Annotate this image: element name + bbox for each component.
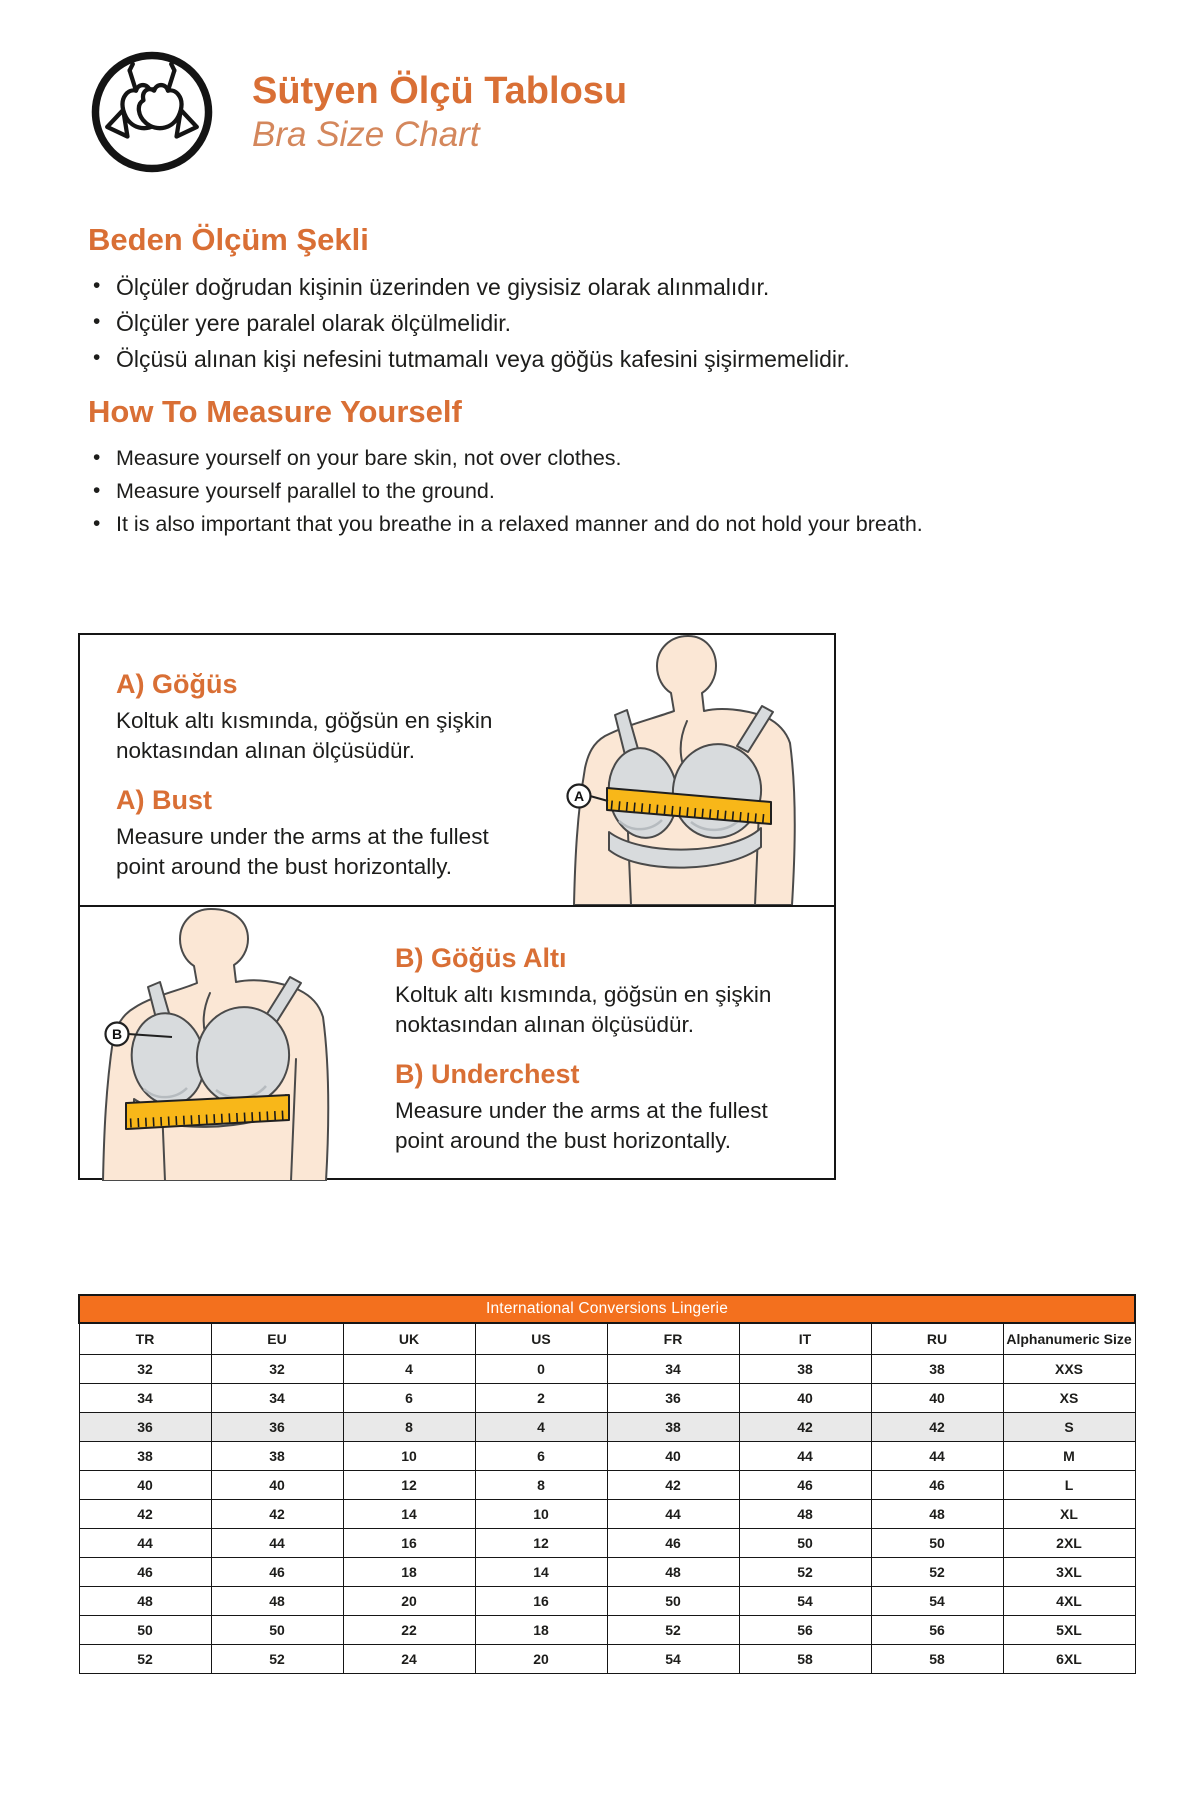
table-body: [79, 1355, 1135, 1674]
table-row: [79, 1471, 1135, 1500]
table-cell: 22: [343, 1616, 475, 1645]
underchest-measure-illustration: [100, 907, 340, 1181]
table-cell: 36: [79, 1413, 211, 1442]
table-cell: 3XL: [1003, 1558, 1135, 1587]
table-row: [79, 1529, 1135, 1558]
table-cell: XXS: [1003, 1355, 1135, 1384]
table-column-header: TR: [79, 1323, 211, 1355]
table-column-header: FR: [607, 1323, 739, 1355]
table-column-header: RU: [871, 1323, 1003, 1355]
bust-body-tr: Koltuk altı kısmında, göğsün en şişkin noktasından alınan ölçüsüdür.: [116, 708, 493, 763]
table-cell: 4: [475, 1413, 607, 1442]
table-cell: 8: [343, 1413, 475, 1442]
table-cell: 42: [79, 1500, 211, 1529]
table-cell: 32: [211, 1355, 343, 1384]
table-cell: 12: [343, 1471, 475, 1500]
bra-logo: [88, 48, 216, 176]
table-cell: 36: [607, 1384, 739, 1413]
table-cell: 6: [475, 1442, 607, 1471]
table-cell: 42: [607, 1471, 739, 1500]
table-cell: 46: [79, 1558, 211, 1587]
bullet-item: • Ölçüsü alınan kişi nefesini tutmamalı veya göğüs kafesini şişirmemelidir.: [116, 345, 1148, 374]
table-cell: 18: [475, 1616, 607, 1645]
table-cell: 34: [607, 1355, 739, 1384]
table-cell: 32: [79, 1355, 211, 1384]
table-cell: 42: [871, 1413, 1003, 1442]
table-title-row: [79, 1295, 1135, 1323]
table-cell: 44: [211, 1529, 343, 1558]
table-cell: 38: [79, 1442, 211, 1471]
table-row: [79, 1413, 1135, 1442]
table-cell: 6: [343, 1384, 475, 1413]
table-cell: 40: [871, 1384, 1003, 1413]
table-cell: 44: [871, 1442, 1003, 1471]
table-cell: 40: [607, 1442, 739, 1471]
table-cell: M: [1003, 1442, 1135, 1471]
table-cell: 42: [211, 1500, 343, 1529]
table-cell: 38: [211, 1442, 343, 1471]
page-subtitle: Bra Size Chart: [252, 114, 480, 154]
measurement-diagram-boxes: [78, 633, 836, 1180]
bullet-item: • Measure yourself on your bare skin, not over clothes.: [116, 445, 1148, 472]
table-row: [79, 1384, 1135, 1413]
table-cell: 2: [475, 1384, 607, 1413]
table-cell: 54: [739, 1587, 871, 1616]
bust-heading-tr: A) Göğüs: [116, 669, 238, 699]
table-column-header: Alphanumeric Size: [1003, 1323, 1135, 1355]
table-cell: 18: [343, 1558, 475, 1587]
table-cell: 40: [79, 1471, 211, 1500]
table-cell: 50: [607, 1587, 739, 1616]
table-cell: 20: [343, 1587, 475, 1616]
table-cell: 50: [79, 1616, 211, 1645]
table-cell: 50: [211, 1616, 343, 1645]
table-cell: 2XL: [1003, 1529, 1135, 1558]
bullet-item: • Measure yourself parallel to the ground.: [116, 478, 1148, 505]
table-cell: 54: [871, 1587, 1003, 1616]
table-cell: 12: [475, 1529, 607, 1558]
table-cell: 54: [607, 1645, 739, 1674]
table-cell: 38: [607, 1413, 739, 1442]
section-heading-tr: Beden Ölçüm Şekli: [88, 222, 369, 257]
table-row: [79, 1442, 1135, 1471]
table-cell: 44: [79, 1529, 211, 1558]
table-cell: 48: [739, 1500, 871, 1529]
bullet-item: • It is also important that you breathe in a relaxed manner and do not hold your breath.: [116, 511, 1148, 538]
table-cell: 42: [739, 1413, 871, 1442]
table-cell: L: [1003, 1471, 1135, 1500]
table-column-header: EU: [211, 1323, 343, 1355]
table-head: [79, 1295, 1135, 1355]
table-cell: 5XL: [1003, 1616, 1135, 1645]
table-cell: 52: [739, 1558, 871, 1587]
table-cell: 46: [739, 1471, 871, 1500]
table-cell: 8: [475, 1471, 607, 1500]
label-b-letter: B: [111, 1026, 123, 1042]
table-cell: XS: [1003, 1384, 1135, 1413]
table-cell: 4XL: [1003, 1587, 1135, 1616]
table-cell: 46: [871, 1471, 1003, 1500]
table-cell: 48: [871, 1500, 1003, 1529]
bust-heading-en: A) Bust: [116, 785, 212, 816]
bust-measure-text: [116, 669, 516, 902]
table-cell: 46: [211, 1558, 343, 1587]
label-a-letter: A: [573, 788, 585, 804]
bust-body-en: Measure under the arms at the fullest point around the bust horizontally.: [116, 824, 489, 880]
table-cell: 56: [871, 1616, 1003, 1645]
table-row: [79, 1355, 1135, 1384]
underchest-measure-text: [395, 943, 815, 1176]
table-cell: 52: [871, 1558, 1003, 1587]
size-conversion-table: [78, 1294, 1136, 1674]
page-title: Sütyen Ölçü Tablosu: [252, 70, 628, 113]
section-heading-en: How To Measure Yourself: [88, 394, 462, 429]
underchest-heading-en: B) Underchest: [395, 1059, 580, 1090]
table-row: [79, 1645, 1135, 1674]
table-cell: 58: [739, 1645, 871, 1674]
table-cell: 34: [211, 1384, 343, 1413]
table-cell: 48: [79, 1587, 211, 1616]
table-cell: 36: [211, 1413, 343, 1442]
table-cell: 10: [475, 1500, 607, 1529]
table-cell: 34: [79, 1384, 211, 1413]
table-cell: 38: [871, 1355, 1003, 1384]
underchest-body-tr: Koltuk altı kısmında, göğsün en şişkin noktasından alınan ölçüsüdür.: [395, 982, 772, 1037]
table-cell: 58: [871, 1645, 1003, 1674]
table-row: [79, 1616, 1135, 1645]
section-measurement-en: [88, 394, 1148, 544]
table-cell: 40: [211, 1471, 343, 1500]
table-cell: 46: [607, 1529, 739, 1558]
table-cell: 48: [607, 1558, 739, 1587]
table-cell: 56: [739, 1616, 871, 1645]
table-cell: 10: [343, 1442, 475, 1471]
table-cell: 24: [343, 1645, 475, 1674]
table-cell: 14: [475, 1558, 607, 1587]
underchest-body-en: Measure under the arms at the fullest point around the bust horizontally.: [395, 1098, 768, 1154]
table-cell: 44: [739, 1442, 871, 1471]
table-cell: 6XL: [1003, 1645, 1135, 1674]
table-cell: 52: [79, 1645, 211, 1674]
bra-icon: [88, 48, 216, 176]
bullet-list-en: [88, 445, 1148, 538]
table-cell: 48: [211, 1587, 343, 1616]
table-cell: 20: [475, 1645, 607, 1674]
table-cell: 16: [475, 1587, 607, 1616]
table-cell: XL: [1003, 1500, 1135, 1529]
table-column-header: IT: [739, 1323, 871, 1355]
underchest-heading-tr: B) Göğüs Altı: [395, 943, 567, 973]
table-cell: S: [1003, 1413, 1135, 1442]
section-measurement-tr: [88, 222, 1148, 381]
table-cell: 14: [343, 1500, 475, 1529]
table-column-header: US: [475, 1323, 607, 1355]
table-cell: 52: [607, 1616, 739, 1645]
table-cell: 38: [739, 1355, 871, 1384]
bullet-item: • Ölçüler doğrudan kişinin üzerinden ve giysisiz olarak alınmalıdır.: [116, 273, 1148, 302]
table-row: [79, 1558, 1135, 1587]
table-cell: 50: [871, 1529, 1003, 1558]
table-cell: 16: [343, 1529, 475, 1558]
title-block: [252, 69, 627, 155]
table-header-row: [79, 1323, 1135, 1355]
table-cell: 4: [343, 1355, 475, 1384]
table-row: [79, 1500, 1135, 1529]
table-row: [79, 1587, 1135, 1616]
table-column-header: UK: [343, 1323, 475, 1355]
bullet-item: • Ölçüler yere paralel olarak ölçülmelidir.: [116, 309, 1148, 338]
table-cell: 52: [211, 1645, 343, 1674]
header: [88, 48, 627, 176]
table-cell: 44: [607, 1500, 739, 1529]
table-cell: 40: [739, 1384, 871, 1413]
bust-measure-illustration: [480, 635, 836, 905]
table-cell: 0: [475, 1355, 607, 1384]
table-cell: 50: [739, 1529, 871, 1558]
table-title: International Conversions Lingerie: [79, 1295, 1135, 1323]
bullet-list-tr: [88, 273, 1148, 374]
